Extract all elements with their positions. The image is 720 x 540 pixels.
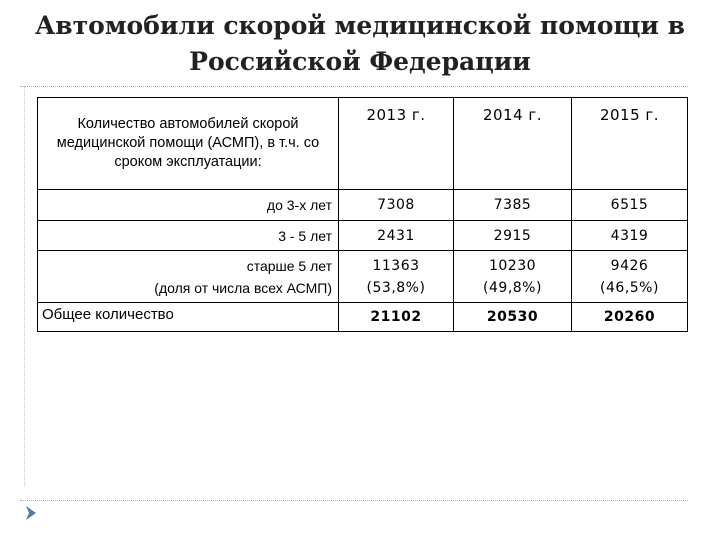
left-divider: [24, 86, 25, 486]
cell-value: [339, 251, 454, 303]
cell-total: 21102: [339, 303, 454, 332]
top-divider: [20, 86, 688, 87]
cell-count: 11363: [372, 257, 420, 274]
year-2013: 2013 г.: [339, 98, 454, 190]
year-2014: 2014 г.: [454, 98, 572, 190]
cell-share: (49,8%): [483, 279, 542, 296]
cell-total: 20530: [454, 303, 572, 332]
cell-total: 20260: [572, 303, 688, 332]
table-row: [38, 251, 688, 303]
table-total-row: [38, 303, 688, 332]
row-label: до 3-х лет: [38, 190, 339, 221]
year-2015: 2015 г.: [572, 98, 688, 190]
row-label-main: старше 5 лет: [246, 257, 332, 274]
header-label: Количество автомобилей скорой медицинской помощи (АСМП), в т.ч. со сроком эксплуатации:: [38, 98, 339, 190]
row-label: 3 - 5 лет: [38, 221, 339, 251]
cell-share: (46,5%): [600, 279, 659, 296]
slide-title: Автомобили скорой медицинской помощи в Российской Федерации: [34, 11, 686, 76]
cell-value: 2915: [454, 221, 572, 251]
cell-value: 7308: [339, 190, 454, 221]
row-label-sub: (доля от числа всех АСМП): [154, 279, 332, 296]
bottom-divider: [20, 500, 688, 501]
cell-value: [572, 251, 688, 303]
cell-count: 10230: [488, 257, 537, 274]
cell-value: 2431: [339, 221, 454, 251]
row-label: [38, 251, 339, 303]
row-label: Общее количество: [38, 303, 339, 332]
cell-count: 9426: [610, 257, 649, 274]
cell-value: 6515: [572, 190, 688, 221]
triangle-arrow-icon: [24, 505, 38, 521]
ambulance-table: [37, 97, 688, 332]
cell-share: (53,8%): [366, 279, 426, 296]
cell-value: 4319: [572, 221, 688, 251]
table-row: [38, 190, 688, 221]
cell-value: [454, 251, 572, 303]
table-row: [38, 221, 688, 251]
cell-value: 7385: [454, 190, 572, 221]
table-header-row: [38, 98, 688, 190]
